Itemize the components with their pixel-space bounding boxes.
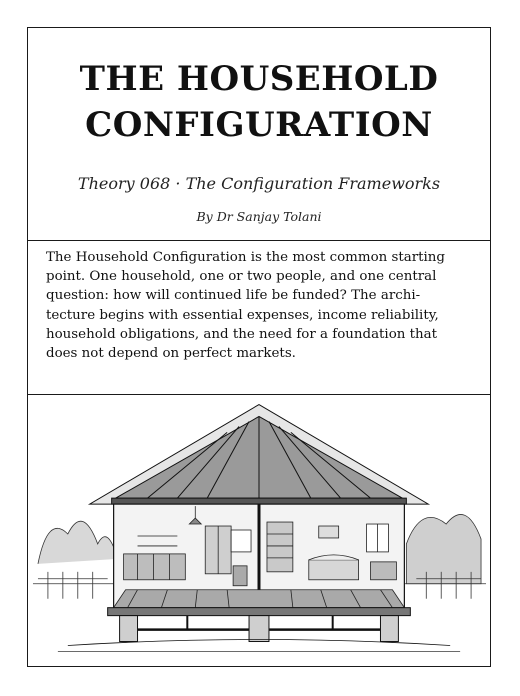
title-line-1: THE HOUSEHOLD	[79, 59, 439, 99]
article-card	[27, 27, 491, 667]
body-line: The Household Configuration is the most common starting	[46, 250, 446, 265]
body-line: household obligations, and the need for a foundation that	[46, 326, 438, 342]
body-line: does not depend on perfect markets.	[46, 346, 296, 362]
byline: By Dr Sanjay Tolani	[196, 209, 322, 224]
foundation	[58, 608, 460, 652]
subtitle: Theory 068 · The Configuration Frameworks	[77, 174, 441, 193]
divider-top	[28, 240, 490, 241]
body-line: point. One household, one or two people, and one central	[46, 269, 437, 285]
floor	[114, 590, 405, 608]
roof	[90, 405, 429, 505]
body-line: question: how will continued life be funded? The archi-	[46, 288, 421, 304]
title-line-2: CONFIGURATION	[85, 105, 433, 145]
header-section	[28, 28, 490, 240]
body-paragraph	[46, 248, 476, 363]
body-line: tecture begins with essential expenses, income reliability,	[46, 307, 439, 323]
house-cutaway-illustration	[28, 394, 490, 666]
page-title	[28, 56, 490, 148]
